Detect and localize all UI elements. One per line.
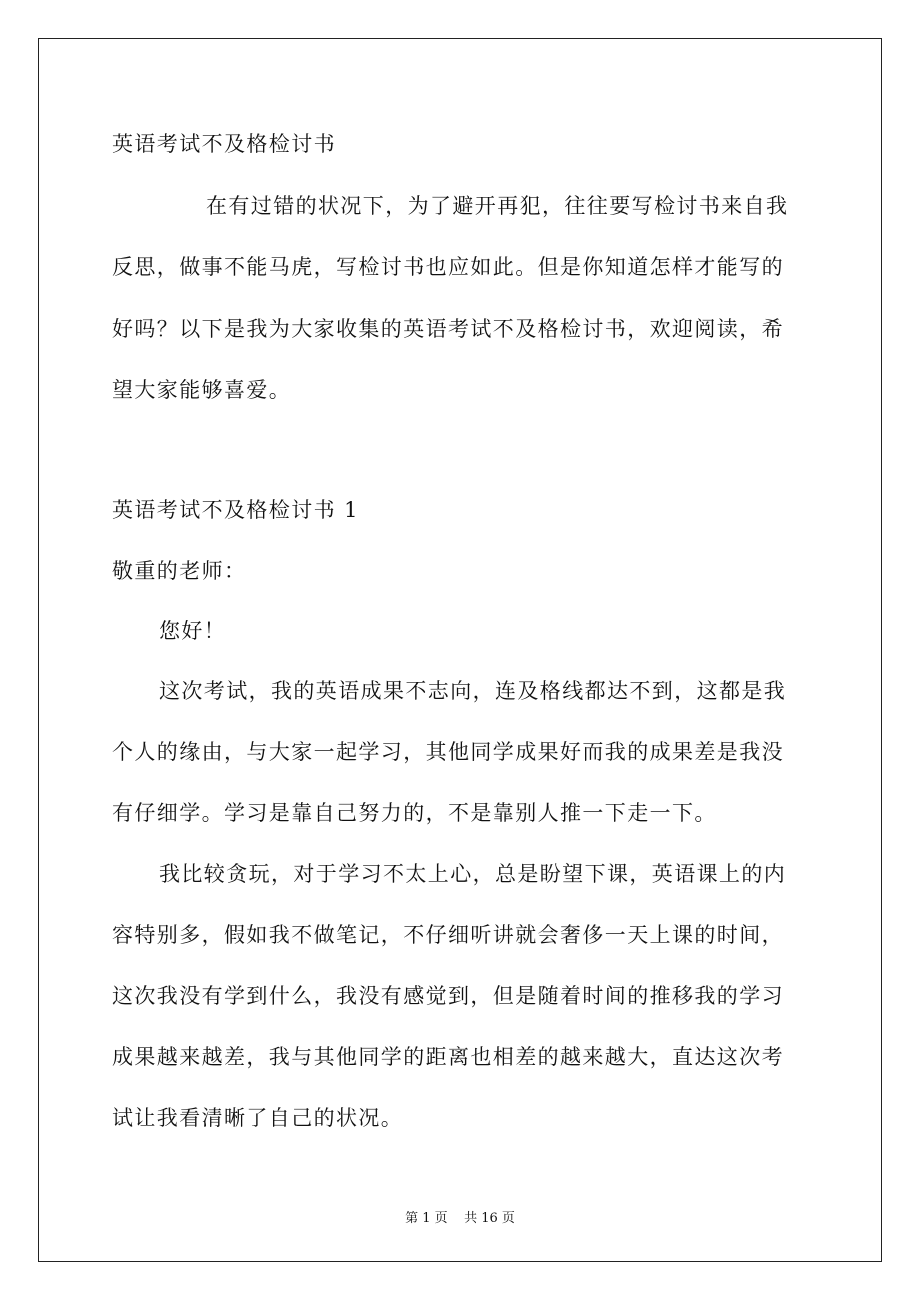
para2-line-3: 这次我没有学到什么，我没有感觉到，但是随着时间的推移我的学习 [112,984,784,1008]
page-border [38,38,882,1262]
para2-line-2: 容特别多，假如我不做笔记，不仔细听讲就会奢侈一天上课的时间， [112,923,784,947]
greeting: 您好！ [159,619,227,643]
para2-line-1: 我比较贪玩，对于学习不太上心，总是盼望下课，英语课上的内 [159,862,787,886]
intro-line-4: 望大家能够喜爱。 [112,378,292,402]
para1-line-2: 个人的缘由，与大家一起学习，其他同学成果好而我的成果差是我没 [112,740,784,764]
document-title: 英语考试不及格检讨书 [112,132,336,156]
section-title: 英语考试不及格检讨书 1 [112,498,359,522]
para1-line-3: 有仔细学。学习是靠自己努力的，不是靠别人推一下走一下。 [112,801,717,825]
intro-line-2: 反思，做事不能马虎，写检讨书也应如此。但是你知道怎样才能写的 [112,255,784,279]
intro-line-3: 好吗？以下是我为大家收集的英语考试不及格检讨书，欢迎阅读，希 [112,317,784,341]
para2-line-4: 成果越来越差，我与其他同学的距离也相差的越来越大，直达这次考 [112,1045,784,1069]
salutation: 敬重的老师： [112,559,247,583]
intro-line-1: 在有过错的状况下，为了避开再犯，往往要写检讨书来自我 [206,194,789,218]
para2-line-5: 试让我看清晰了自己的状况。 [112,1106,404,1130]
para1-line-1: 这次考试，我的英语成果不志向，连及格线都达不到，这都是我 [159,679,787,703]
page-number: 第 1 页 共 16 页 [405,1211,515,1226]
